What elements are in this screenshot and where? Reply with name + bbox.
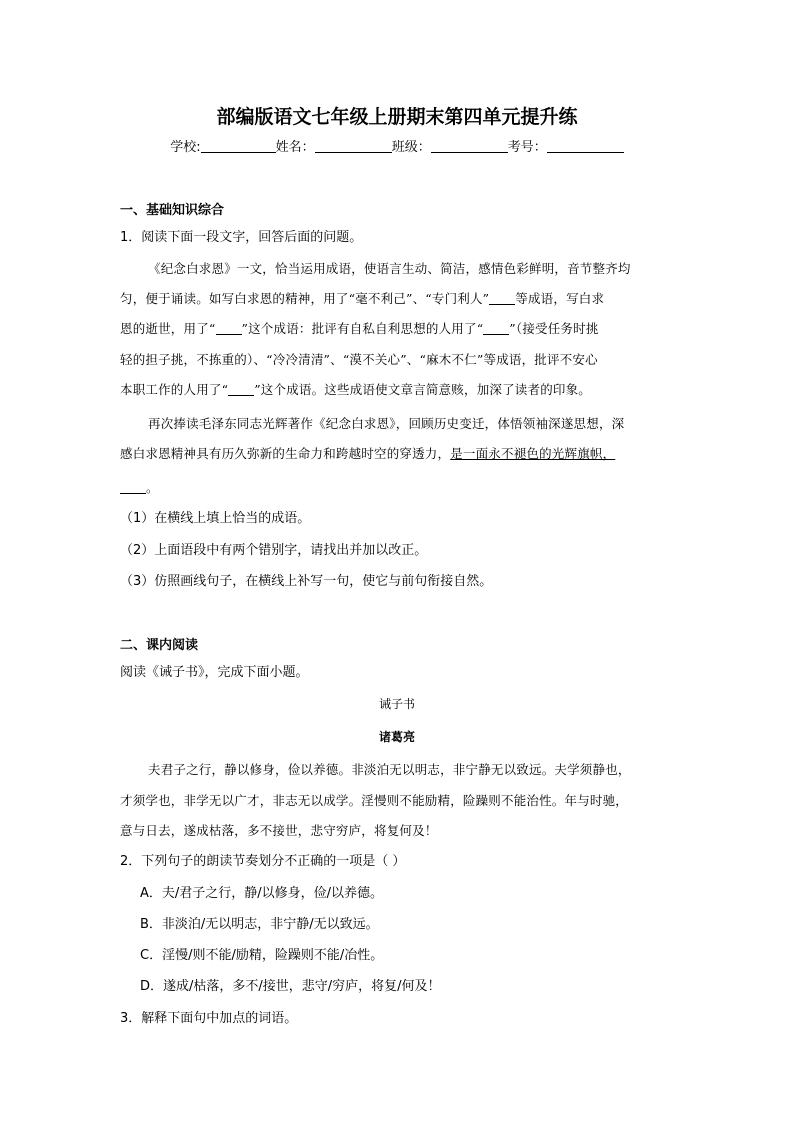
passage-text: 本职工作的人用了“ <box>120 382 229 397</box>
classical-text-line-1: 夫君子之行，静以修身，俭以养德。非淡泊无以明志，非宁静无以致远。夫学须静也， <box>148 762 631 777</box>
classical-text-title: 诫子书 <box>378 697 415 711</box>
question-2-stem: 2．下列句子的朗读节奏划分不正确的一项是（ ） <box>120 854 406 869</box>
section-heading-2: 二、课内阅读 <box>120 638 199 653</box>
passage-text: 匀，便于诵读。如写白求恩的精神，用了“毫不利己”、“专门利人” <box>120 291 490 306</box>
passage-2-line-2 <box>120 444 676 464</box>
student-info-line <box>0 138 794 158</box>
passage-1-line-2 <box>120 289 676 309</box>
passage-text: 等成语，写白求 <box>515 291 605 306</box>
passage-text: 感白求恩精神具有历久弥新的生命力和跨越时空的穿透力， <box>120 446 451 461</box>
passage-1-line-1: 《纪念白求恩》一文，恰当运用成语，使语言生动、简洁，感情色彩鲜明，音节整齐均 <box>148 261 631 276</box>
number-label: 考号： <box>507 140 547 155</box>
imitation-blank[interactable] <box>120 480 146 494</box>
passage-text: 恩的逝世，用了“ <box>120 321 216 336</box>
name-label: 姓名： <box>275 140 315 155</box>
idiom-blank-2[interactable] <box>216 321 242 335</box>
passage-text: ”（接受任务时挑 <box>509 321 599 336</box>
idiom-blank-3[interactable] <box>483 321 509 335</box>
passage-text: ”这个成语：批评有自私自利思想的人用了“ <box>241 321 484 336</box>
question-2-option-a[interactable]: A．夫/君子之行，静/以修身，俭/以养德。 <box>140 886 384 901</box>
question-2-option-c[interactable]: C．淫慢/则不能/励精，险躁则不能/冶性。 <box>140 948 384 963</box>
passage-text: ”这个成语。这些成语使文章言简意赅，加深了读者的印象。 <box>254 382 591 397</box>
underlined-sentence: 是一面永不褪色的光辉旗帜， <box>450 446 616 461</box>
class-blank[interactable] <box>431 138 508 153</box>
classical-text-line-3: 意与日去，遂成枯落，多不接世，悲守穷庐，将复何及！ <box>120 823 438 838</box>
passage-2-line-3 <box>120 478 676 498</box>
section-heading-1: 一、基础知识综合 <box>120 203 225 218</box>
passage-1-line-5 <box>120 380 676 400</box>
classical-text-line-2: 才须学也，非学无以广才，非志无以成学。淫慢则不能励精，险躁则不能治性。年与时驰， <box>120 793 629 808</box>
school-blank[interactable] <box>201 138 276 153</box>
passage-1-line-3 <box>120 319 676 339</box>
classical-text-author: 诸葛亮 <box>378 730 415 744</box>
question-3-stem: 3．解释下面句中加点的词语。 <box>120 1011 298 1026</box>
passage-text: 。 <box>146 480 159 495</box>
idiom-blank-1[interactable] <box>489 291 515 305</box>
idiom-blank-4[interactable] <box>228 382 254 396</box>
sub-question-1: （1）在横线上填上恰当的成语。 <box>120 511 311 526</box>
name-blank[interactable] <box>315 138 392 153</box>
number-blank[interactable] <box>547 138 624 153</box>
page-title: 部编版语文七年级上册期末第四单元提升练 <box>216 106 578 128</box>
question-2-option-d[interactable]: D．遂成/枯落，多不/接世，悲守/穷庐，将复/何及！ <box>140 979 441 994</box>
sub-question-3: （3）仿照画线句子，在横线上补写一句，使它与前句衔接自然。 <box>120 574 493 589</box>
school-label: 学校: <box>170 140 201 155</box>
passage-1-line-4: 轻的担子挑，不拣重的）、“冷冷清清”、“漠不关心”、“麻木不仁”等成语，批评不安心 <box>120 352 598 367</box>
sub-question-2: （2）上面语段中有两个错别字，请找出并加以改正。 <box>120 543 428 558</box>
class-label: 班级： <box>391 140 431 155</box>
question-1-stem: 1．阅读下面一段文字，回答后面的问题。 <box>120 230 363 245</box>
passage-2-line-1: 再次捧读毛泽东同志光辉著作《纪念白求恩》，回顾历史变迁，体悟领袖深遂思想，深 <box>148 416 625 431</box>
question-2-option-b[interactable]: B．非淡泊/无以明志，非宁静/无以致远。 <box>140 917 379 932</box>
reading-intro: 阅读《诫子书》，完成下面小题。 <box>120 665 309 680</box>
